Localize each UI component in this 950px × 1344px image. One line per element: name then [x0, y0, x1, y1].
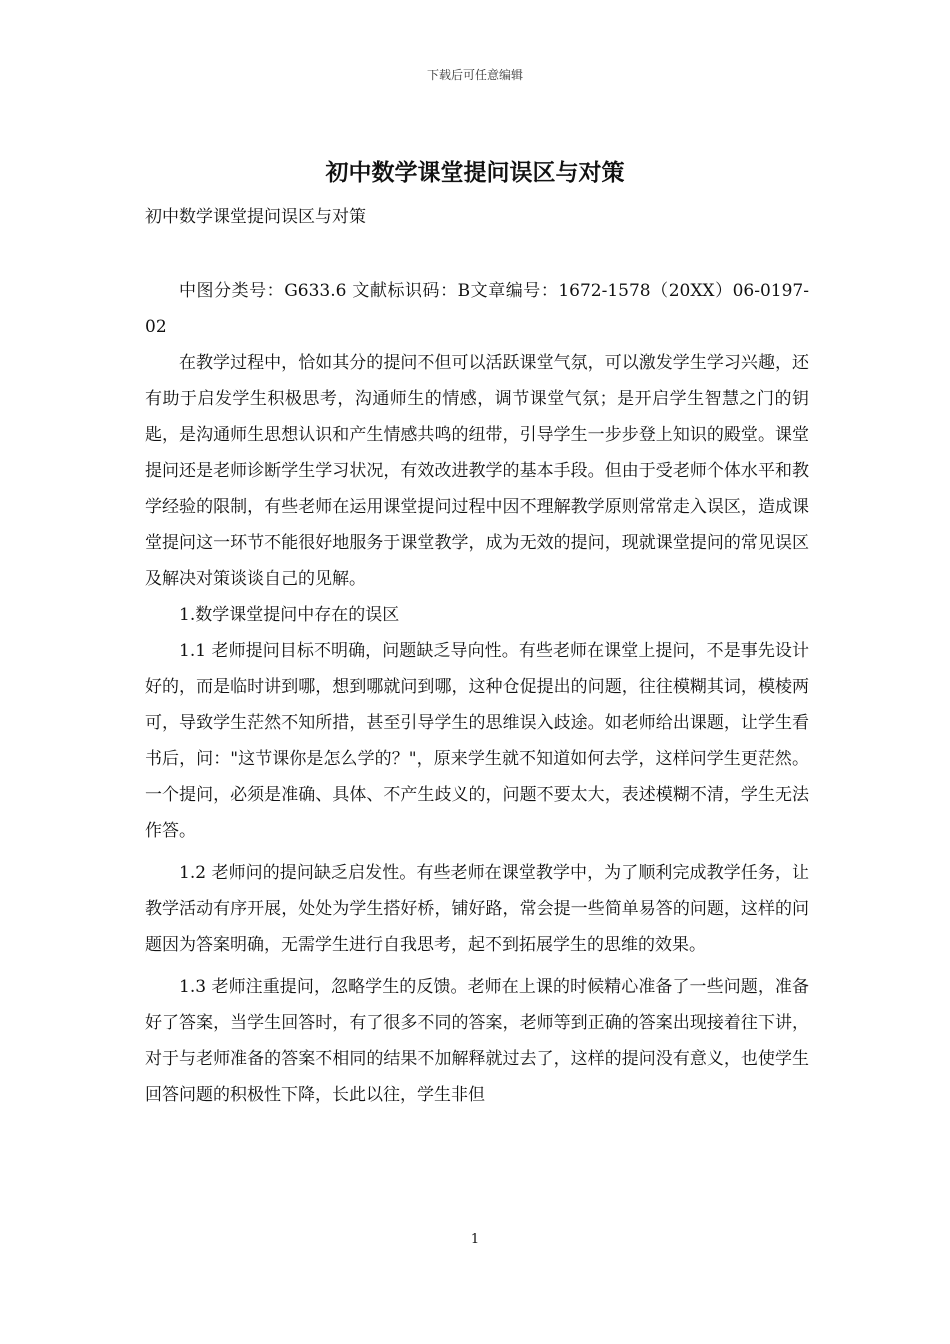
classification-line: 中图分类号：G633.6 文献标识码：B文章编号：1672-1578（20XX）06-0197-02 — [145, 281, 809, 337]
header-note: 下载后可任意编辑 — [426, 68, 523, 82]
page-number: 1 — [470, 1232, 480, 1247]
document-title: 初中数学课堂提问误区与对策 — [325, 159, 625, 186]
section-paragraph-1-3: 1.3 老师注重提问，忽略学生的反馈。老师在上课的时候精心准备了一些问题，准备好了答案，当学生回答时，有了很多不同的答案，老师等到正确的答案出现接着往下讲，对于与老师准备的答案不相同的结果不加解释就过去了，这样的提问没有意义，也使学生回答问题的积极性下降，长此以往，学生非但 — [145, 977, 809, 1105]
section-heading: 1.数学课堂提问中存在的误区 — [179, 605, 400, 625]
document-subtitle: 初中数学课堂提问误区与对策 — [145, 207, 366, 227]
intro-paragraph: 在教学过程中，恰如其分的提问不但可以活跃课堂气氛，可以激发学生学习兴趣，还有助于启发学生积极思考，沟通师生的情感，调节课堂气氛；是开启学生智慧之门的钥匙，是沟通师生思想认识和产生情感共鸣的纽带，引导学生一步步登上知识的殿堂。课堂提问还是老师诊断学生学习状况，有效改进教学的基本手段。但由于受老师个体水平和教学经验的限制，有些老师在运用课堂提问过程中因不理解教学原则常常走入误区，造成课堂提问这一环节不能很好地服务于课堂教学，成为无效的提问，现就课堂提问的常见误区及解决对策谈谈自己的见解。 — [145, 353, 809, 589]
document-body — [145, 273, 809, 1113]
section-paragraph-1-2: 1.2 老师问的提问缺乏启发性。有些老师在课堂教学中，为了顺利完成教学任务，让教学活动有序开展，处处为学生搭好桥，铺好路，常会提一些简单易答的问题，这样的问题因为答案明确，无需学生进行自我思考，起不到拓展学生的思维的效果。 — [145, 863, 809, 955]
section-paragraph-1-1: 1.1 老师提问目标不明确，问题缺乏导向性。有些老师在课堂上提问，不是事先设计好的，而是临时讲到哪，想到哪就问到哪，这种仓促提出的问题，往往模糊其词，模棱两可，导致学生茫然不知所措，甚至引导学生的思维误入歧途。如老师给出课题，让学生看书后，问："这节课你是怎么学的？"，原来学生就不知道如何去学，这样问学生更茫然。 一个提问，必须是准确、具体、不产生歧义的，问题不要太大，表述模糊不清，学生无法作答。 — [145, 641, 809, 841]
